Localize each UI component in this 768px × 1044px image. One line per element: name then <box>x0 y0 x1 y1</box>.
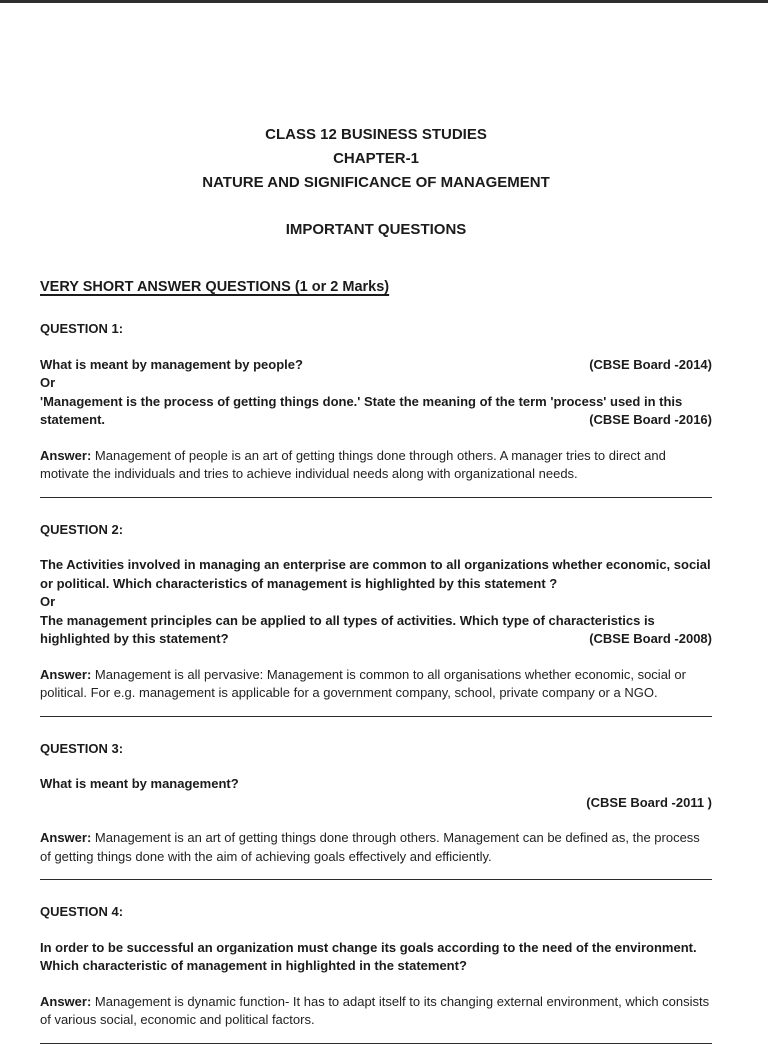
answer-text: Management of people is an art of getting things done through others. A manager tries to direct and motivate the individuals and tries to achieve individual needs along with organizational needs. <box>40 447 666 481</box>
question-body <box>40 556 712 649</box>
question-body <box>40 939 712 976</box>
question-text: The management principles can be applied to all types of activities. Which type of characteristics is highlighted by this statement? <box>40 612 655 646</box>
board-tag: (CBSE Board -2011 ) <box>586 794 712 810</box>
question-label: QUESTION 4: <box>40 904 124 919</box>
question-body <box>40 775 712 812</box>
question-body <box>40 356 712 430</box>
board-tag: (CBSE Board -2008) <box>589 631 712 646</box>
question-block-4 <box>40 903 712 1044</box>
question-line <box>40 393 712 430</box>
answer-label: Answer: <box>40 993 92 1009</box>
document-subtitle: IMPORTANT QUESTIONS <box>285 221 467 238</box>
section-divider <box>40 497 712 498</box>
question-text: 'Management is the process of getting things done.' State the meaning of the term 'process' used in this statement. <box>40 393 683 427</box>
answer-paragraph <box>40 666 712 703</box>
document-header <box>40 123 712 195</box>
answer-paragraph <box>40 829 712 866</box>
answer-paragraph <box>40 447 712 484</box>
question-label: QUESTION 1: <box>40 321 124 336</box>
question-line <box>40 556 712 593</box>
board-tag: (CBSE Board -2014) <box>589 356 712 372</box>
question-line <box>40 775 712 794</box>
or-separator: Or <box>40 594 56 609</box>
answer-label: Answer: <box>40 830 92 845</box>
question-block-3 <box>40 740 712 881</box>
section-divider <box>40 879 712 880</box>
question-text: What is meant by management by people? <box>40 356 303 372</box>
answer-label: Answer: <box>40 666 92 682</box>
title-line-2: CHAPTER-1 <box>333 150 419 167</box>
question-text: What is meant by management? <box>40 776 239 791</box>
question-block-1 <box>40 320 712 498</box>
title-line-1: CLASS 12 BUSINESS STUDIES <box>265 126 487 143</box>
question-line <box>40 356 712 375</box>
question-line <box>40 939 712 976</box>
question-text: The Activities involved in managing an enterprise are common to all organizations whether economic, social or political. Which characteristics of management is highlighted by this statement ? <box>40 557 711 591</box>
question-label: QUESTION 3: <box>40 740 124 756</box>
title-line-3: NATURE AND SIGNIFICANCE OF MANAGEMENT <box>202 174 550 191</box>
section-divider <box>40 716 712 717</box>
answer-text: Management is an art of getting things done through others. Management can be defined as, the process of getting things done with the aim of achieving goals effectively and efficiently. <box>40 830 700 864</box>
question-line <box>40 612 712 649</box>
question-text: In order to be successful an organization must change its goals according to the need of the environment. Which characteristic of management in highlighted in the statement? <box>40 939 697 973</box>
document-page <box>0 123 768 1044</box>
viewer-top-edge <box>0 0 768 3</box>
question-label: QUESTION 2: <box>40 521 124 537</box>
section-heading: VERY SHORT ANSWER QUESTIONS (1 or 2 Marks) <box>40 279 390 295</box>
answer-text: Management is dynamic function- It has to adapt itself to its changing external environment, which consists of various social, economic and political factors. <box>40 993 710 1027</box>
answer-text: Management is all pervasive: Management is common to all organisations whether economic, social or political. For e.g. management is applicable for a government company, school, private company or a NGO. <box>40 666 686 700</box>
board-tag: (CBSE Board -2016) <box>589 412 712 427</box>
question-block-2 <box>40 521 712 717</box>
or-separator: Or <box>40 375 56 390</box>
section-divider <box>40 1043 712 1044</box>
answer-label: Answer: <box>40 447 92 463</box>
